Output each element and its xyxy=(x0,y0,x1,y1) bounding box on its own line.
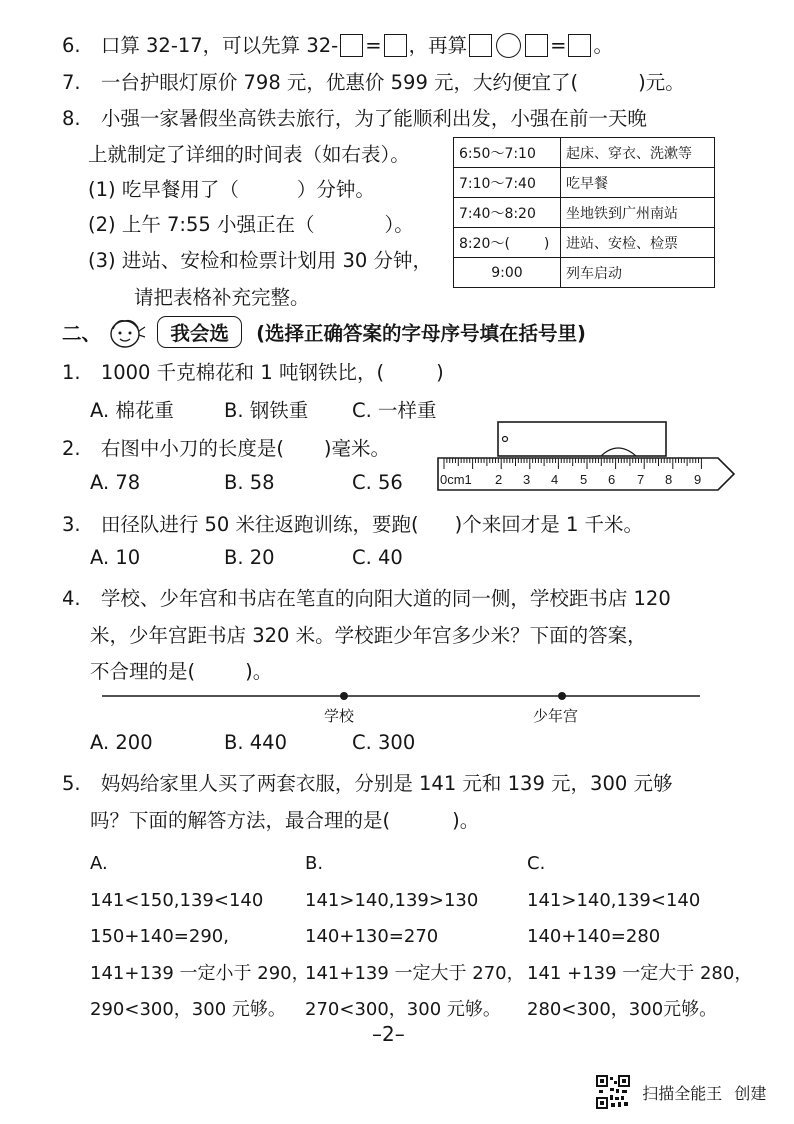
m4-option-c[interactable]: C. 300 xyxy=(352,731,416,754)
q8-sub3: (3) 进站、安检和检票计划用 30 分钟， xyxy=(88,249,433,272)
option-line: 140+130=270 xyxy=(305,926,439,947)
m3-text-2: )个来回才是 1 千米。 xyxy=(454,513,644,536)
m1-text: 1000 千克棉花和 1 吨钢铁比，( xyxy=(100,361,385,384)
m4-line3-text-2: )。 xyxy=(245,660,273,683)
activity-cell: 起床、穿衣、洗漱等 xyxy=(561,138,715,168)
ruler-label: 3 xyxy=(523,472,531,487)
option-line: 150+140=290, xyxy=(90,926,229,947)
activity-cell: 坐地铁到广州南站 xyxy=(561,198,715,228)
option-label: B. xyxy=(305,853,324,874)
m2-text: 右图中小刀的长度是( xyxy=(100,437,284,460)
section-tag: 我会选 xyxy=(157,316,242,348)
ruler-label: 8 xyxy=(665,472,673,487)
q8-sub1-text-2: ）分钟。 xyxy=(296,178,375,201)
mc-question-4 xyxy=(62,583,671,611)
q8-sub1-text: (1) 吃早餐用了（ xyxy=(88,178,239,201)
activity-cell: 进站、安检、检票 xyxy=(561,228,715,258)
schedule-table xyxy=(453,137,715,288)
m2-number: 2. xyxy=(62,437,81,460)
q8-line2: 上就制定了详细的时间表（如右表）。 xyxy=(88,143,410,166)
q7-number: 7. xyxy=(62,71,81,94)
m5-text: 妈妈给家里人买了两套衣服，分别是 141 元和 139 元，300 元够 xyxy=(100,772,673,795)
answer-box[interactable] xyxy=(469,34,492,57)
question-8-line1 xyxy=(62,103,647,131)
activity-cell: 列车启动 xyxy=(561,258,715,288)
ruler-label: 7 xyxy=(637,472,645,487)
m1-close: ) xyxy=(436,361,444,384)
section-number: 二、 xyxy=(62,322,102,345)
option-line: 141>140,139>130 xyxy=(305,889,479,911)
mc-question-2 xyxy=(62,433,390,461)
section-instructions: (选择正确答案的字母序号填在括号里) xyxy=(256,322,586,345)
m4-line3 xyxy=(90,656,272,684)
m4-option-a[interactable]: A. 200 xyxy=(90,731,153,754)
option-label: C. xyxy=(527,853,546,874)
option-label: A. xyxy=(90,853,108,874)
q8-sub3-cont: 请把表格补充完整。 xyxy=(134,286,310,309)
time-cell: 7:10～7:40 xyxy=(454,168,561,198)
answer-box[interactable] xyxy=(568,34,591,57)
m1-option-c[interactable]: C. 一样重 xyxy=(352,399,437,422)
footer xyxy=(596,1075,766,1109)
m3-text: 田径队进行 50 米往返跑训练，要跑( xyxy=(100,513,419,536)
m5-option-c[interactable] xyxy=(527,846,752,1029)
q6-text: 口算 32-17，可以先算 32- xyxy=(100,34,339,57)
school-point xyxy=(340,692,348,700)
time-cell: 7:40～8:20 xyxy=(454,198,561,228)
m2-option-c[interactable]: C. 56 xyxy=(352,471,403,494)
option-line: 141+139 一定小于 290， xyxy=(90,962,310,984)
question-7 xyxy=(62,67,685,95)
option-line: 270<300，300 元够。 xyxy=(305,999,501,1020)
section-2-header xyxy=(62,316,586,349)
mc-question-5 xyxy=(62,768,672,796)
ruler-label: 5 xyxy=(580,472,588,487)
option-line: 141>140,139<140 xyxy=(527,889,701,911)
road-diagram xyxy=(100,686,704,724)
table-row xyxy=(454,168,715,198)
answer-box[interactable] xyxy=(384,34,407,57)
ruler-label: 4 xyxy=(551,472,559,487)
knife-icon xyxy=(498,422,666,456)
option-line: 141+139 一定大于 270， xyxy=(305,962,525,984)
answer-box[interactable] xyxy=(340,34,363,57)
ruler-label: 0cm1 xyxy=(440,472,472,487)
table-row xyxy=(454,138,715,168)
m4-line3-text: 不合理的是( xyxy=(90,660,196,683)
q8-number: 8. xyxy=(62,107,81,130)
answer-box[interactable] xyxy=(525,34,548,57)
time-cell: 9:00 xyxy=(454,258,561,288)
mc-question-1 xyxy=(62,357,444,385)
q6-number: 6. xyxy=(62,34,81,57)
m2-option-b[interactable]: B. 58 xyxy=(224,471,275,494)
m4-option-b[interactable]: B. 440 xyxy=(224,731,287,754)
ruler-label: 9 xyxy=(694,472,702,487)
option-line: 141 +139 一定大于 280， xyxy=(527,962,753,984)
m4-text: 学校、少年宫和书店在笔直的向阳大道的同一侧，学校距书店 120 xyxy=(100,587,671,610)
ruler-label: 6 xyxy=(608,472,616,487)
equals-sign: = xyxy=(365,34,382,57)
q7-text: 一台护眼灯原价 798 元，优惠价 599 元，大约便宜了( xyxy=(100,71,579,94)
m2-text-2: )毫米。 xyxy=(323,437,391,460)
m3-option-b[interactable]: B. 20 xyxy=(224,546,275,569)
m1-option-b[interactable]: B. 钢铁重 xyxy=(224,399,309,422)
period: 。 xyxy=(593,34,613,57)
m5-line2-text: 吗？下面的解答方法，最合理的是( xyxy=(90,809,391,832)
question-6 xyxy=(62,30,613,58)
table-row xyxy=(454,258,715,288)
time-cell: 6:50～7:10 xyxy=(454,138,561,168)
scanner-app-name: 扫描全能王 xyxy=(642,1083,723,1103)
school-label: 学校 xyxy=(324,707,355,725)
youth-palace-label: 少年宫 xyxy=(533,707,579,725)
m5-line2-text-2: )。 xyxy=(452,809,480,832)
youth-palace-point xyxy=(558,692,566,700)
footer-created: 创建 xyxy=(734,1083,767,1103)
q8-sub2-text-2: ）。 xyxy=(384,213,414,236)
ruler-icon xyxy=(438,458,734,490)
table-row xyxy=(454,228,715,258)
equals-sign: = xyxy=(550,34,567,57)
option-line: 140+140=280 xyxy=(527,926,661,947)
page-number: –2– xyxy=(372,1022,405,1046)
table-row xyxy=(454,198,715,228)
m3-option-c[interactable]: C. 40 xyxy=(352,546,403,569)
child-face-icon xyxy=(107,317,147,349)
m3-number: 3. xyxy=(62,513,81,536)
time-cell[interactable] xyxy=(454,228,561,258)
q8-sub1 xyxy=(88,174,375,202)
option-line: 280<300，300元够。 xyxy=(527,999,718,1020)
operator-circle[interactable] xyxy=(496,33,521,58)
q8-sub2-text: (2) 上午 7:55 小强正在（ xyxy=(88,213,315,236)
q7-text-2: )元。 xyxy=(638,71,685,94)
q8-text: 小强一家暑假坐高铁去旅行，为了能顺利出发，小强在前一天晚 xyxy=(100,107,647,130)
q6-text-2: ，再算 xyxy=(408,34,468,57)
time-end-paren: ) xyxy=(543,235,550,252)
m5-line2 xyxy=(90,805,479,833)
activity-cell: 吃早餐 xyxy=(561,168,715,198)
m5-option-a[interactable] xyxy=(90,846,310,1029)
ruler-figure xyxy=(436,418,736,492)
m2-option-a[interactable]: A. 78 xyxy=(90,471,141,494)
m5-option-b[interactable] xyxy=(305,846,525,1029)
mc-question-3 xyxy=(62,509,643,537)
m4-number: 4. xyxy=(62,587,81,610)
q8-sub2 xyxy=(88,209,414,237)
qr-code-icon xyxy=(596,1075,630,1109)
m4-line2: 米，少年宫距书店 320 米。学校距少年宫多少米？下面的答案， xyxy=(90,624,647,647)
ruler-label: 2 xyxy=(495,472,503,487)
option-line: 141<150,139<140 xyxy=(90,889,264,911)
time-start: 8:20～( xyxy=(459,235,510,252)
m3-option-a[interactable]: A. 10 xyxy=(90,546,141,569)
m1-option-a[interactable]: A. 棉花重 xyxy=(90,399,174,422)
m1-number: 1. xyxy=(62,361,81,384)
option-line: 290<300，300 元够。 xyxy=(90,999,286,1020)
m5-number: 5. xyxy=(62,772,81,795)
